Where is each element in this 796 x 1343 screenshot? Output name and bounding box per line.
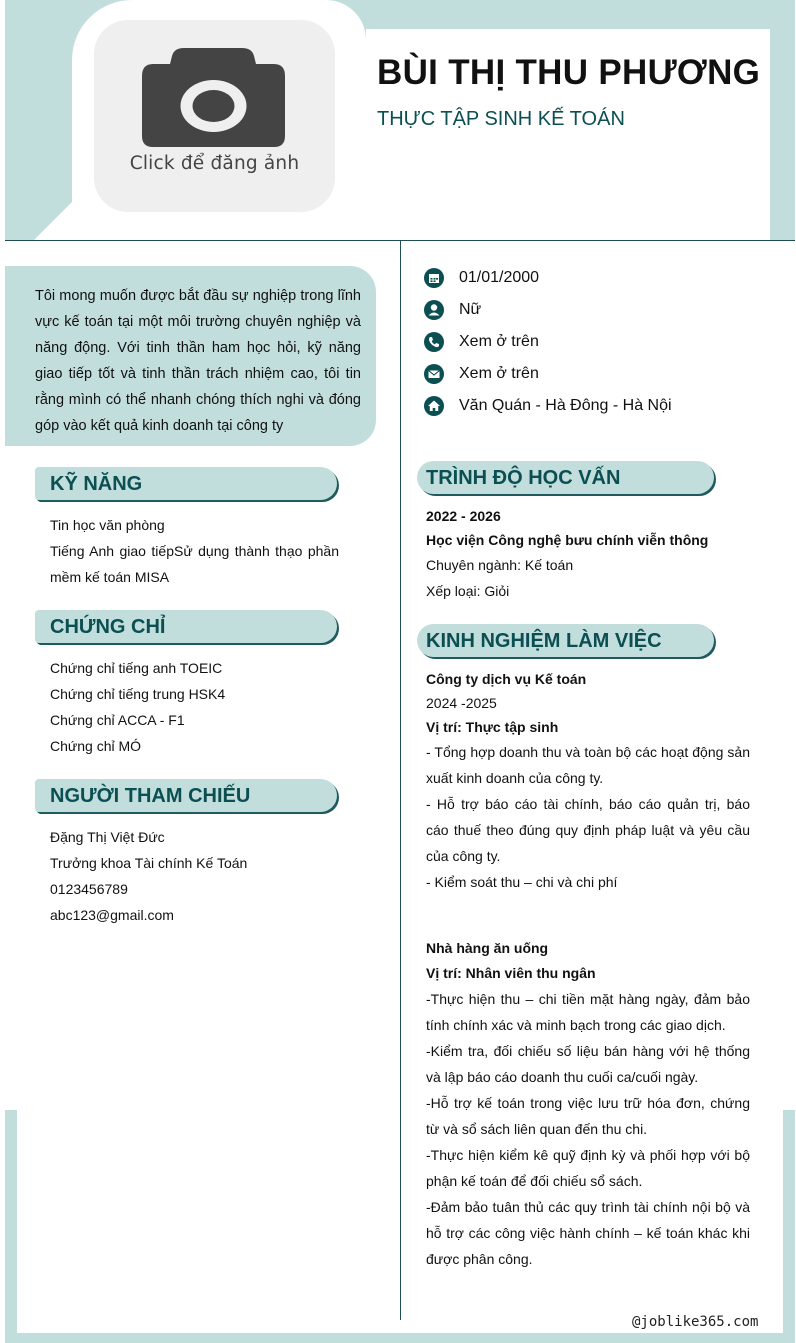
photo-upload[interactable] xyxy=(94,20,335,212)
list-item: 0123456789 xyxy=(50,881,128,897)
birthday-value: 01/01/2000 xyxy=(459,269,540,286)
footer-frame-bottom xyxy=(5,1333,795,1343)
job-role: Vị trí: Nhân viên thu ngân xyxy=(426,965,596,981)
footer-frame-left xyxy=(5,1110,17,1343)
education-rank: Xếp loại: Giỏi xyxy=(426,583,510,599)
phone-icon xyxy=(424,332,444,352)
career-objective: Tôi mong muốn được bắt đầu sự nghiệp trong lĩnh vực kế toán tại một môi trường chuyên nghiệp và năng động. Với tinh thần ham học hỏi, kỹ năng giao tiếp tốt và tinh thần trách nhiệm cao, tôi tin rằng mình có thể nhanh chóng thích nghi và đóng góp vào kết quả kinh doanh tại công ty xyxy=(5,266,376,446)
job-period: 2024 -2025 xyxy=(426,695,497,711)
job-duty: -Kiểm tra, đối chiếu số liệu bán hàng với hệ thống và lập báo cáo doanh thu cuối ca/cuối ngày. xyxy=(426,1043,750,1085)
job-duty: -Thực hiện thu – chi tiền mặt hàng ngày, đảm bảo tính chính xác và minh bạch trong các giao dịch. xyxy=(426,991,750,1033)
list-item: Chứng chỉ ACCA - F1 xyxy=(50,712,185,728)
mail-icon xyxy=(424,364,444,384)
list-item: Chứng chỉ tiếng anh TOEIC xyxy=(50,660,223,676)
list-item: Đặng Thị Việt Đức xyxy=(50,829,165,845)
column-divider xyxy=(400,241,401,1320)
list-item: Chứng chỉ tiếng trung HSK4 xyxy=(50,686,226,702)
job-duty: -Thực hiện kiểm kê quỹ định kỳ và phối hợp với bộ phận kế toán để đối chiếu sổ sách. xyxy=(426,1147,750,1189)
contact-phone xyxy=(424,331,539,353)
education-school: Học viện Công nghệ bưu chính viễn thông xyxy=(426,532,709,548)
address-value: Văn Quán - Hà Đông - Hà Nội xyxy=(459,397,672,414)
list-item: abc123@gmail.com xyxy=(50,907,174,923)
references-heading: NGƯỜI THAM CHIẾU xyxy=(35,779,337,812)
skills-heading: KỸ NĂNG xyxy=(35,467,337,500)
contact-email xyxy=(424,363,539,385)
education-entry xyxy=(426,504,750,604)
education-period: 2022 - 2026 xyxy=(426,508,501,524)
job-role: Vị trí: Thực tập sinh xyxy=(426,719,559,735)
camera-icon xyxy=(142,48,285,148)
candidate-position: THỰC TẬP SINH KẾ TOÁN xyxy=(377,108,625,130)
footer-frame-right xyxy=(783,1110,795,1343)
phone-value: Xem ở trên xyxy=(459,333,539,350)
email-value: Xem ở trên xyxy=(459,365,539,382)
candidate-name: BÙI THỊ THU PHƯƠNG xyxy=(377,53,761,92)
list-item: Trưởng khoa Tài chính Kế Toán xyxy=(50,855,248,871)
job-duty: -Hỗ trợ kế toán trong việc lưu trữ hóa đơn, chứng từ và sổ sách liên quan đến thu chi. xyxy=(426,1095,750,1137)
list-item: Tiếng Anh giao tiếpSử dụng thành thạo phần mềm kế toán MISA xyxy=(50,543,339,585)
header-corner xyxy=(34,198,76,240)
job-duty: - Hỗ trợ báo cáo tài chính, báo cáo quản trị, báo cáo thuế theo đúng quy định pháp luật và yêu cầu của công ty. xyxy=(426,796,750,864)
photo-upload-label: Click để đăng ảnh xyxy=(129,153,300,174)
gender-value: Nữ xyxy=(459,301,482,318)
calendar-icon xyxy=(424,268,444,288)
job-duty: - Tổng hợp doanh thu và toàn bộ các hoạt động sản xuất kinh doanh của công ty. xyxy=(426,744,750,786)
experience-job xyxy=(426,936,750,1272)
certificates-heading: CHỨNG CHỈ xyxy=(35,610,337,643)
skills-list xyxy=(50,512,339,590)
education-major: Chuyên ngành: Kế toán xyxy=(426,557,574,573)
list-item: Tin học văn phòng xyxy=(50,517,165,533)
user-icon xyxy=(424,300,444,320)
home-icon xyxy=(424,396,444,416)
references-list xyxy=(50,824,339,928)
job-company: Nhà hàng ăn uống xyxy=(426,940,549,956)
experience-job xyxy=(426,667,750,895)
job-duty: -Đảm bảo tuân thủ các quy trình tài chính nội bộ và hỗ trợ các công việc hành chính – kế toán khác khi được phân công. xyxy=(426,1199,750,1267)
contact-gender xyxy=(424,299,481,321)
certificates-list xyxy=(50,655,339,759)
job-duty: - Kiểm soát thu – chi và chi phí xyxy=(426,874,618,890)
job-company: Công ty dịch vụ Kế toán xyxy=(426,671,587,687)
contact-birthday xyxy=(424,267,539,289)
list-item: Chứng chỉ MÓ xyxy=(50,738,142,754)
contact-address xyxy=(424,395,672,417)
watermark: @joblike365.com xyxy=(628,1314,762,1330)
education-heading: TRÌNH ĐỘ HỌC VẤN xyxy=(417,461,714,494)
experience-heading: KINH NGHIỆM LÀM VIỆC xyxy=(417,624,714,657)
